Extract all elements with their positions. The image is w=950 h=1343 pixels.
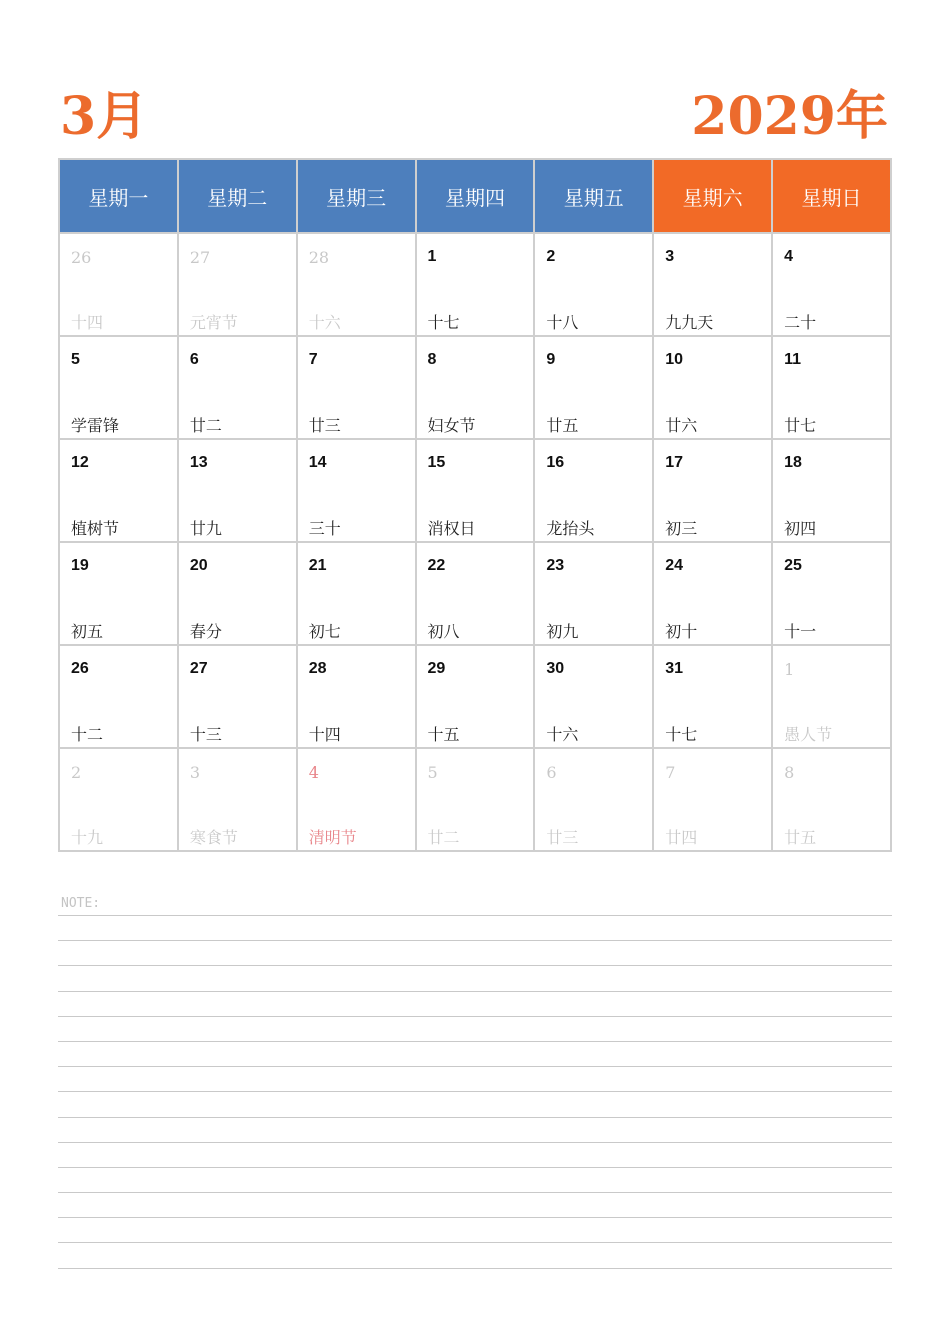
lunar-date: 妇女节 xyxy=(427,416,476,435)
day-cell[interactable] xyxy=(534,542,653,645)
day-cell[interactable] xyxy=(653,748,772,851)
day-number: 1 xyxy=(427,248,437,265)
day-cell[interactable] xyxy=(297,233,416,336)
day-number: 20 xyxy=(189,557,208,574)
calendar-grid xyxy=(58,158,892,852)
lunar-date: 十五 xyxy=(427,725,460,744)
lunar-date: 清明节 xyxy=(308,828,357,847)
day-cell[interactable] xyxy=(297,748,416,851)
day-cell[interactable] xyxy=(772,542,891,645)
day-number: 22 xyxy=(427,557,446,574)
note-label: NOTE: xyxy=(61,896,101,911)
day-cell[interactable] xyxy=(534,439,653,542)
weekday-header: 星期三 xyxy=(297,159,416,233)
day-number: 16 xyxy=(546,454,565,471)
day-cell[interactable] xyxy=(653,439,772,542)
lunar-date: 二十 xyxy=(784,313,817,332)
note-line xyxy=(58,1117,892,1118)
lunar-date: 廿二 xyxy=(427,828,460,847)
day-number: 2 xyxy=(546,248,556,265)
note-line xyxy=(58,1091,892,1092)
lunar-date: 十六 xyxy=(546,725,579,744)
day-cell[interactable] xyxy=(653,336,772,439)
day-number: 21 xyxy=(308,557,327,574)
week-row xyxy=(59,439,891,542)
day-number: 28 xyxy=(308,248,330,267)
lunar-date: 初十 xyxy=(665,622,698,641)
day-cell[interactable] xyxy=(178,439,297,542)
lunar-date: 龙抬头 xyxy=(546,519,595,538)
day-number: 4 xyxy=(308,763,319,782)
day-cell[interactable] xyxy=(59,645,178,748)
day-cell[interactable] xyxy=(59,439,178,542)
day-cell[interactable] xyxy=(416,233,535,336)
day-number: 27 xyxy=(189,660,208,677)
lunar-date: 初五 xyxy=(71,622,104,641)
day-number: 17 xyxy=(665,454,684,471)
day-cell[interactable] xyxy=(59,542,178,645)
day-number: 1 xyxy=(784,660,795,679)
day-number: 12 xyxy=(71,454,89,471)
day-number: 19 xyxy=(71,557,89,574)
day-cell[interactable] xyxy=(772,336,891,439)
day-cell[interactable] xyxy=(297,645,416,748)
lunar-date: 寒食节 xyxy=(189,828,238,847)
lunar-date: 廿七 xyxy=(784,416,817,435)
day-number: 9 xyxy=(546,351,556,368)
day-number: 14 xyxy=(308,454,327,471)
note-line xyxy=(58,1242,892,1243)
day-number: 5 xyxy=(71,351,80,368)
note-line xyxy=(58,991,892,992)
lunar-date: 十七 xyxy=(427,313,460,332)
day-number: 7 xyxy=(308,351,318,368)
day-cell[interactable] xyxy=(772,748,891,851)
day-cell[interactable] xyxy=(416,748,535,851)
weekday-header: 星期二 xyxy=(178,159,297,233)
lunar-date: 廿五 xyxy=(784,828,817,847)
day-cell[interactable] xyxy=(178,336,297,439)
day-number: 26 xyxy=(71,660,89,677)
note-line xyxy=(58,1268,892,1269)
day-cell[interactable] xyxy=(534,645,653,748)
day-cell[interactable] xyxy=(534,233,653,336)
note-line xyxy=(58,1016,892,1017)
lunar-date: 学雷锋 xyxy=(71,416,120,435)
day-number: 24 xyxy=(665,557,684,574)
day-cell[interactable] xyxy=(772,233,891,336)
day-number: 10 xyxy=(665,351,684,368)
note-line xyxy=(58,1142,892,1143)
day-number: 2 xyxy=(71,763,82,782)
week-row xyxy=(59,748,891,851)
day-number: 11 xyxy=(784,351,801,368)
day-number: 5 xyxy=(427,763,438,782)
lunar-date: 初七 xyxy=(308,622,341,641)
lunar-date: 愚人节 xyxy=(784,725,833,744)
note-line xyxy=(58,915,892,916)
note-line xyxy=(58,1041,892,1042)
day-cell[interactable] xyxy=(772,645,891,748)
lunar-date: 廿九 xyxy=(189,519,222,538)
weekday-header: 星期六 xyxy=(653,159,772,233)
day-cell[interactable] xyxy=(772,439,891,542)
day-number: 3 xyxy=(665,248,675,265)
weekday-header: 星期五 xyxy=(534,159,653,233)
lunar-date: 春分 xyxy=(189,622,222,641)
week-row xyxy=(59,233,891,336)
day-number: 18 xyxy=(784,454,802,471)
lunar-date: 十四 xyxy=(71,313,104,332)
calendar-body xyxy=(59,233,891,851)
day-cell[interactable] xyxy=(59,748,178,851)
week-row xyxy=(59,645,891,748)
lunar-date: 廿五 xyxy=(546,416,579,435)
note-line xyxy=(58,940,892,941)
lunar-date: 十三 xyxy=(189,725,222,744)
week-row xyxy=(59,336,891,439)
weekday-header: 星期一 xyxy=(59,159,178,233)
day-number: 15 xyxy=(427,454,446,471)
day-number: 6 xyxy=(546,763,557,782)
month-title: 3月 xyxy=(60,86,149,147)
day-number: 8 xyxy=(784,763,795,782)
day-number: 28 xyxy=(308,660,327,677)
day-cell[interactable] xyxy=(653,233,772,336)
note-line xyxy=(58,1192,892,1193)
lunar-date: 十九 xyxy=(71,828,104,847)
day-cell[interactable] xyxy=(416,336,535,439)
lunar-date: 廿六 xyxy=(665,416,698,435)
year-title: 2029年 xyxy=(691,86,888,147)
lunar-date: 廿二 xyxy=(189,416,222,435)
note-line xyxy=(58,1167,892,1168)
lunar-date: 初八 xyxy=(427,622,460,641)
lunar-date: 十四 xyxy=(308,725,341,744)
day-cell[interactable] xyxy=(534,336,653,439)
weekday-header-row xyxy=(59,159,891,233)
weekday-header: 星期四 xyxy=(416,159,535,233)
day-cell[interactable] xyxy=(534,748,653,851)
lunar-date: 廿四 xyxy=(665,828,698,847)
day-cell[interactable] xyxy=(59,233,178,336)
day-cell[interactable] xyxy=(653,645,772,748)
day-cell[interactable] xyxy=(178,542,297,645)
day-cell[interactable] xyxy=(416,542,535,645)
day-cell[interactable] xyxy=(297,542,416,645)
lunar-date: 三十 xyxy=(308,519,341,538)
lunar-date: 十八 xyxy=(546,313,579,332)
day-cell[interactable] xyxy=(59,336,178,439)
lunar-date: 十六 xyxy=(308,313,341,332)
lunar-date: 初九 xyxy=(546,622,579,641)
lunar-date: 廿三 xyxy=(308,416,341,435)
day-cell[interactable] xyxy=(297,336,416,439)
day-cell[interactable] xyxy=(178,233,297,336)
note-line xyxy=(58,1066,892,1067)
day-cell[interactable] xyxy=(297,439,416,542)
lunar-date: 十一 xyxy=(784,622,817,641)
day-number: 31 xyxy=(665,660,684,677)
day-number: 8 xyxy=(427,351,437,368)
note-line xyxy=(58,965,892,966)
note-lines[interactable] xyxy=(58,915,892,1293)
day-number: 27 xyxy=(189,248,211,267)
day-number: 7 xyxy=(665,763,676,782)
day-cell[interactable] xyxy=(416,439,535,542)
lunar-date: 植树节 xyxy=(71,519,120,538)
lunar-date: 初三 xyxy=(665,519,698,538)
day-cell[interactable] xyxy=(416,645,535,748)
lunar-date: 十七 xyxy=(665,725,698,744)
day-number: 23 xyxy=(546,557,565,574)
note-line xyxy=(58,1217,892,1218)
day-number: 26 xyxy=(71,248,92,267)
day-number: 4 xyxy=(784,248,793,265)
day-number: 25 xyxy=(784,557,802,574)
week-row xyxy=(59,542,891,645)
day-number: 13 xyxy=(189,454,208,471)
day-cell[interactable] xyxy=(178,645,297,748)
lunar-date: 初四 xyxy=(784,519,817,538)
weekday-header: 星期日 xyxy=(772,159,891,233)
day-number: 3 xyxy=(189,763,201,782)
day-number: 30 xyxy=(546,660,565,677)
day-number: 6 xyxy=(189,351,199,368)
lunar-date: 消权日 xyxy=(427,519,476,538)
day-cell[interactable] xyxy=(178,748,297,851)
lunar-date: 十二 xyxy=(71,725,104,744)
lunar-date: 廿三 xyxy=(546,828,579,847)
day-number: 29 xyxy=(427,660,446,677)
day-cell[interactable] xyxy=(653,542,772,645)
lunar-date: 九九天 xyxy=(665,313,714,332)
lunar-date: 元宵节 xyxy=(189,313,238,332)
